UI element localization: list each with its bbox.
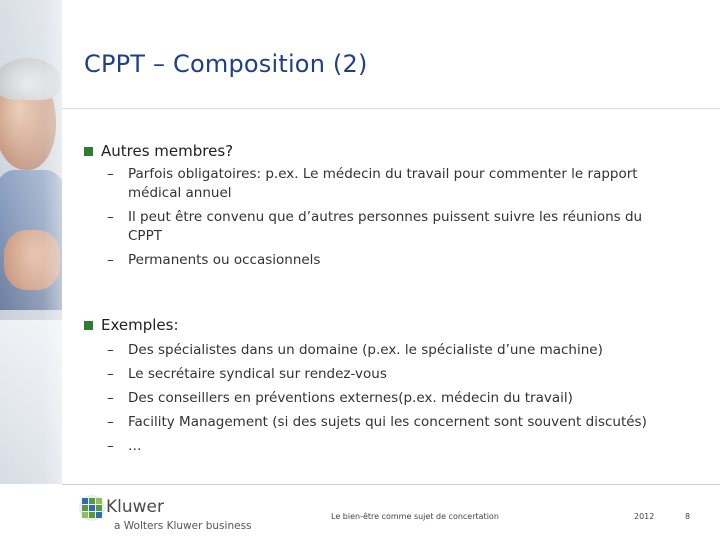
list-item [107,165,667,203]
title-divider [62,108,720,109]
page-number: 8 [685,512,691,521]
brand-tagline: a Wolters Kluwer business [114,520,252,532]
dash-marker: – [107,366,114,382]
section-heading: Autres membres? [101,142,234,160]
list-item [107,365,667,384]
section-heading-row [84,316,179,334]
list-item-text: Des conseillers en préventions externes(p.ex. médecin du travail) [128,390,573,406]
list-item-text: Facility Management (si des sujets qui les concernent sont souvent discutés) [128,414,647,430]
section-heading-row [84,142,233,160]
list-item [107,341,667,360]
list-item-text: Des spécialistes dans un domaine (p.ex. le spécialiste d’une machine) [128,342,603,358]
section-heading: Exemples: [101,316,179,334]
section-other-members [84,142,233,160]
footer-left-strip [0,484,62,540]
footer-caption: Le bien-être comme sujet de concertation [331,512,499,521]
list-item [107,437,667,456]
list-item-text: Permanents ou occasionnels [128,252,321,268]
decorative-photo [0,0,62,484]
dash-marker: – [107,390,114,406]
kluwer-logo-icon [78,494,106,522]
dash-marker: – [107,166,114,182]
square-bullet-icon [84,147,93,156]
dash-marker: – [107,252,114,268]
section-examples [84,316,179,334]
dash-marker: – [107,209,114,225]
footer-divider [62,484,720,485]
list-item [107,389,667,408]
dash-marker: – [107,438,114,454]
square-bullet-icon [84,321,93,330]
list-item-text: Le secrétaire syndical sur rendez-vous [128,366,387,382]
list-item-text: Il peut être convenu que d’autres personnes puissent suivre les réunions du CPPT [128,209,643,244]
list-item-text: … [128,438,142,454]
footer-year: 2012 [634,512,655,521]
brand-name: Kluwer [106,497,164,517]
list-item [107,208,667,246]
slide-title: CPPT – Composition (2) [84,50,368,78]
dash-marker: – [107,342,114,358]
list-item [107,413,667,432]
dash-marker: – [107,414,114,430]
list-item [107,251,667,270]
list-item-text: Parfois obligatoires: p.ex. Le médecin du travail pour commenter le rapport médical annuel [128,166,638,201]
